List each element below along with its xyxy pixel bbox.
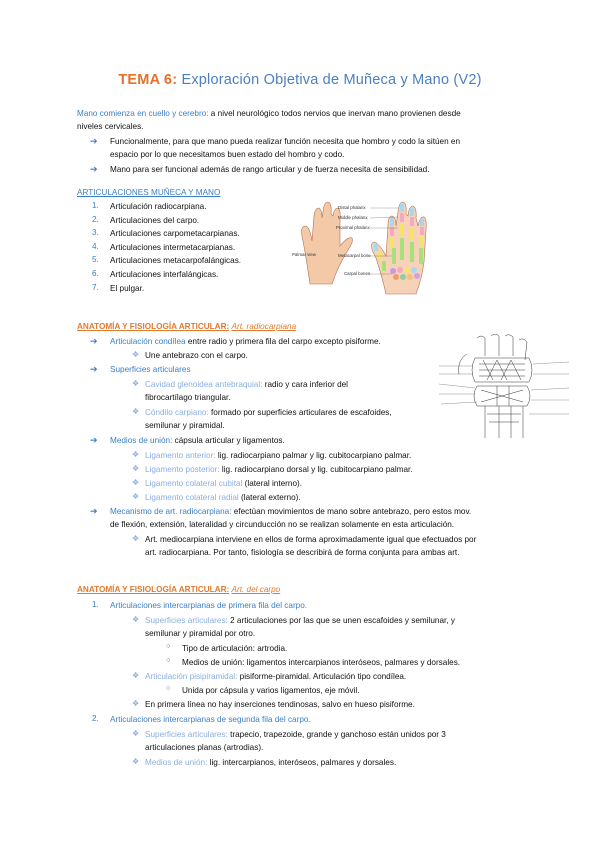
list-number: 3. <box>92 228 99 238</box>
articulaciones-heading: ARTICULACIONES MUÑECA Y MANO <box>77 188 221 197</box>
intro-line-2: niveles cervicales. <box>77 122 144 131</box>
mecanismo-sub-2: art. radiocarpiana. Por tanto, fisiología se describirá de forma conjunta para ambas art. <box>145 548 460 557</box>
title-text: Exploración Objetiva de Muñeca y Mano (V2) <box>181 72 482 88</box>
arrow-icon: ➔ <box>90 136 98 146</box>
list-number: 4. <box>92 241 99 251</box>
list-item: Articulaciones interfalángicas. <box>110 270 219 279</box>
title-prefix: TEMA 6: <box>118 72 178 88</box>
arrow-icon: ➔ <box>90 336 98 346</box>
circle-bullet-icon: ○ <box>166 657 171 664</box>
carpo-s1-inserciones: En primera línea no hay inserciones tendinosas, salvo en hueso pisiforme. <box>145 700 415 709</box>
mecanismo-sub-1: Art. mediocarpiana interviene en ellos de forma aproximadamente igual que efectuados por <box>145 535 477 544</box>
diamond-bullet-icon: ❖ <box>132 757 140 766</box>
diamond-bullet-icon: ❖ <box>132 450 140 459</box>
page-title <box>0 72 600 88</box>
carpo-heading: ANATOMÍA Y FISIOLOGÍA ARTICULAR: Art. del carpo <box>77 585 281 594</box>
palmar-view-label: Palmar view <box>292 252 316 257</box>
diamond-bullet-icon: ❖ <box>132 407 140 416</box>
condilea-line: Articulación condílea entre radio y primera fila del carpo excepto pisiforme. <box>110 337 381 346</box>
list-item: El pulgar. <box>110 283 145 293</box>
diamond-bullet-icon: ❖ <box>132 492 140 501</box>
arrow-icon: ➔ <box>90 506 98 516</box>
list-number: 5. <box>92 255 99 265</box>
carpo-s1-pisi: Articulación pisipiramidal: pisiforme-piramidal. Articulación tipo condílea. <box>145 672 407 681</box>
metacarpal-label: Metacarpal bone <box>338 253 371 258</box>
medios-line: Medios de unión: cápsula articular y ligamentos. <box>110 436 285 445</box>
diamond-bullet-icon: ❖ <box>132 478 140 487</box>
list-item: Articulación radiocarpiana. <box>110 202 207 211</box>
ligamento-item: Ligamento posterior: lig. radiocarpiano dorsal y lig. cubitocarpiano palmar. <box>145 465 413 474</box>
section-number: 2. <box>92 714 99 723</box>
diamond-bullet-icon: ❖ <box>132 729 140 738</box>
carpo-s1-pisi-sub: Unida por cápsula y varios ligamentos, eje móvil. <box>182 686 360 695</box>
intro-bullet-2: Mano para ser funcional además de rango articular y de fuerza necesita de sensibilidad. <box>110 165 430 174</box>
diamond-bullet-icon: ❖ <box>132 615 140 624</box>
intro-highlight: Mano comienza en cuello y cerebro: <box>77 109 209 118</box>
glenoidea-line-2: fibrocartílago triangular. <box>145 393 231 402</box>
list-item: Articulaciones intermetacarpianas. <box>110 242 236 252</box>
radiocarpiana-heading: ANATOMÍA Y FISIOLOGÍA ARTICULAR: Art. radiocarpiana <box>77 322 297 331</box>
list-number: 7. <box>92 282 99 292</box>
circle-bullet-icon: ○ <box>166 643 171 650</box>
carpo-s1-superficies-2: semilunar y piramidal por otro. <box>145 629 256 638</box>
intro-line1-rest: a nivel neurológico todos nervios que inervan mano provienen desde <box>208 109 461 118</box>
condilea-sub: Une antebrazo con el carpo. <box>145 351 248 360</box>
condilo-line-2: semilunar y piramidal. <box>145 421 225 430</box>
diamond-bullet-icon: ❖ <box>132 379 140 388</box>
ligamento-item: Ligamento colateral cubital (lateral interno). <box>145 479 303 488</box>
carpo-s2-superficies: Superficies articulares: trapecio, trapezoide, grande y ganchoso están unidos por 3 <box>145 730 446 739</box>
section-number: 1. <box>92 600 99 609</box>
carpo-s2-medios: Medios de unión: lig. intercarpianos, interóseos, palmares y dorsales. <box>145 758 397 767</box>
arrow-icon: ➔ <box>90 364 98 374</box>
ligamento-item: Ligamento anterior: lig. radiocarpiano palmar y lig. cubitocarpiano palmar. <box>145 451 412 460</box>
arrow-icon: ➔ <box>90 164 98 174</box>
carpo-s2-title: Articulaciones intercarpianas de segunda fila del carpo. <box>110 715 311 724</box>
list-number: 6. <box>92 269 99 278</box>
ligamento-item: Ligamento colateral radial (lateral externo). <box>145 493 301 502</box>
carpo-s1-tipo: Tipo de articulación: artrodia. <box>182 644 288 653</box>
wrist-ligaments-figure <box>437 334 571 440</box>
carpo-s1-superficies: Superficies articulares: 2 articulaciones por las que se unen escafoides y semilunar, y <box>145 616 455 625</box>
mecanismo-line: Mecanismo de art. radiocarpiana: efectúan movimientos de mano sobre antebrazo, pero estos mov. <box>110 507 472 516</box>
superficies-heading: Superficies articulares <box>110 365 191 374</box>
condilo-line: Cóndilo carpiano: formado por superficies articulares de escafoides, <box>145 408 392 417</box>
list-number: 1. <box>92 201 99 210</box>
list-item: Articulaciones del carpo. <box>110 215 200 225</box>
intro-line-1 <box>77 108 461 120</box>
list-item: Articulaciones carpometacarpianas. <box>110 229 240 239</box>
mecanismo-line-2: de flexión, extensión, lateralidad y circunducción no se realizan solamente en esta articulación. <box>110 520 455 529</box>
carpo-s2-superficies-2: articulaciones planas (artrodias). <box>145 743 264 752</box>
hand-bones-figure <box>288 186 460 298</box>
intro-bullet-1a: Funcionalmente, para que mano pueda realizar función necesita que hombro y codo la sitúen en <box>110 137 461 146</box>
diamond-bullet-icon: ❖ <box>132 464 140 473</box>
arrow-icon: ➔ <box>90 435 98 445</box>
diamond-bullet-icon: ❖ <box>132 699 140 708</box>
list-number: 2. <box>92 214 99 224</box>
glenoidea-line: Cavidad glenoidea antebraquial: radio y cara inferior del <box>145 380 349 389</box>
proximal-phalanx-label: Proximal phalanx <box>336 225 370 230</box>
list-item: Articulaciones metacarpofalángicas. <box>110 256 242 266</box>
diamond-bullet-icon: ❖ <box>132 534 140 543</box>
circle-bullet-icon: ○ <box>166 685 171 692</box>
distal-phalanx-label: Distal phalanx <box>338 205 366 210</box>
carpo-s1-medios: Medios de unión: ligamentos intercarpianos interóseos, palmares y dorsales. <box>182 658 461 667</box>
carpo-s1-title: Articulaciones intercarpianas de primera fila del carpo. <box>110 601 308 610</box>
carpal-bones-label: Carpal bones <box>344 271 371 276</box>
intro-bullet-1b: espacio por lo que necesitamos buen estado del hombro y codo. <box>110 150 345 159</box>
middle-phalanx-label: Middle phalanx <box>338 215 368 220</box>
diamond-bullet-icon: ❖ <box>132 671 140 680</box>
diamond-bullet-icon: ❖ <box>132 350 140 359</box>
